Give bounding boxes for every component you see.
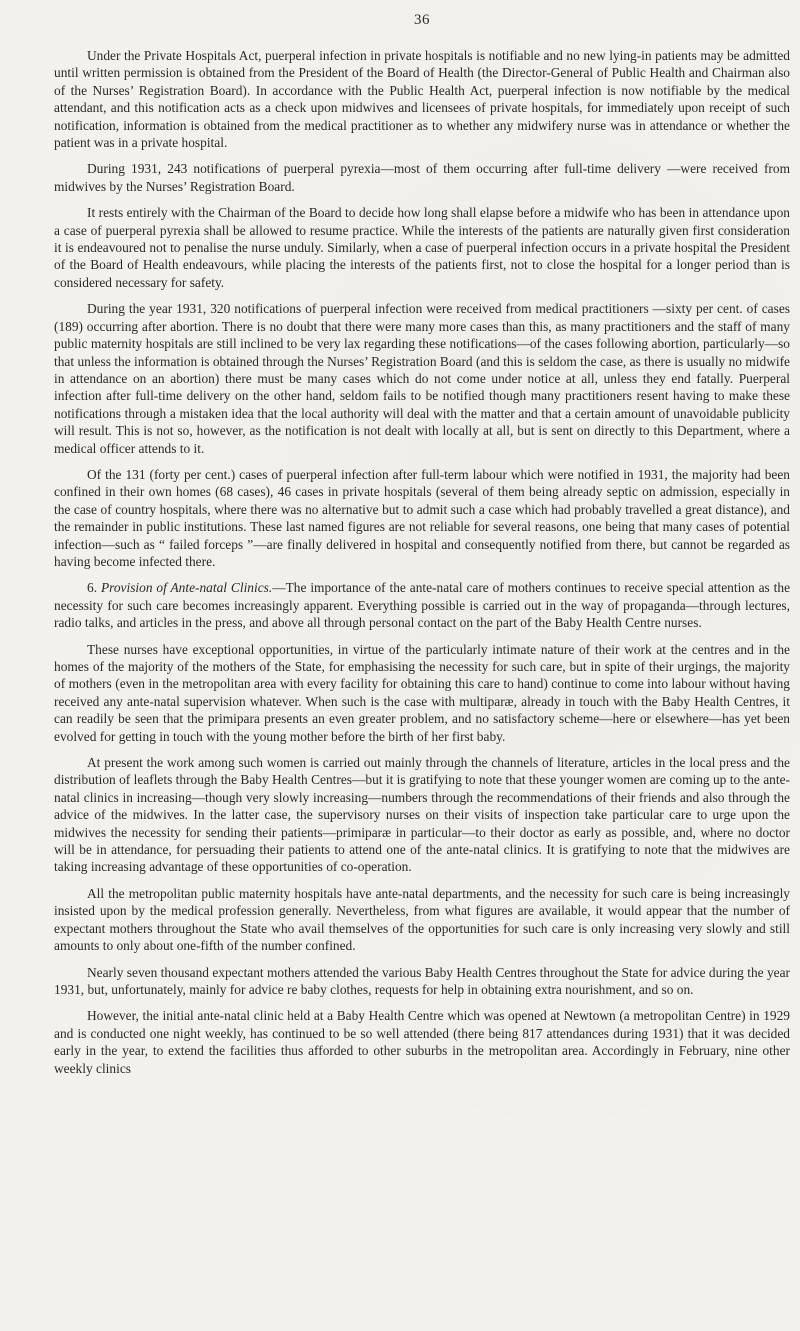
paragraph-newtown-clinic: However, the initial ante-natal clinic held at a Baby Health Centre which was opened at Newtown (a metropolitan Centre) in 1929 and is conducted one night weekly, has continued to be so well attended (there being 817 attendances during 1931) that it was decided early in the year, to extend the facilities thus afforded to other suburbs in the metropolitan area. Accordingly in February, nine other weekly clinics [54, 1008, 790, 1076]
paragraph-medical-practitioners: During the year 1931, 320 notifications of puerperal infection were received from medical practitioners —sixty per cent. of cases (189) occurring after abortion. There is no doubt that there were many more cases than this, as many practitioners and the staff of many public maternity hospitals are still inclined to be very lax regarding these notifications—of the cases following abortion, particularly—so that unless the information is obtained through the Nurses’ Registration Board (and this is seldom the case, as there is usually no midwife in attendance on an abortion) there must be many cases which do not come under notice at all, unless they end fatally. Puerperal infection after full-time delivery on the other hand, seldom fails to be notified though many practitioners resent having to make these notifications through a mistaken idea that the local authority will deal with the matter and that a certain amount of unavoidable publicity will result. This is not so, however, as the notification is not dealt with locally at all, but is sent on directly to this Department, where a medical officer attends to it. [54, 301, 790, 456]
paragraph-notifications-1931: During 1931, 243 notifications of puerperal pyrexia—most of them occurring after full-time delivery —were received from midwives by the Nurses’ Registration Board. [54, 161, 790, 194]
section-number: 6. [87, 580, 101, 596]
section-body: —The importance of the ante-natal care of mothers continues to receive special attention as the necessity for such care becomes increasingly apparent. Everything possible is carried out in the way of propaganda—through lectures, radio talks, and articles in the press, and above all through personal contact on the part of the Baby Health Centre nurses. [54, 580, 791, 631]
paragraph-chairman-decision: It rests entirely with the Chairman of the Board to decide how long shall elapse before a midwife who has been in attendance upon a case of puerperal pyrexia shall be allowed to resume practice. While the interests of the patients are naturally given first consideration it is endeavoured not to penalise the nurse unduly. Similarly, when a case of puerperal infection occurs in a private hospital the President of the Board of Health endeavours, while placing the interests of the patients first, not to close the hospital for a longer period than is considered necessary for safety. [54, 205, 790, 290]
paragraph-private-hospitals-act: Under the Private Hospitals Act, puerperal infection in private hospitals is notifiable and no new lying-in patients may be admitted until written permission is obtained from the President of the Board of Health (the Director-General of Public Health and Chairman also of the Nurses’ Registration Board). In accordance with the Public Health Act, puerperal infection is now notifiable by the medical attendant, and this notification acts as a check upon midwives and licensees of private hospitals, for immediately upon receipt of such notification, information is obtained from the medical practitioner as to whether any midwifery nurse was in attendance or whether the patient was in a private hospital. [54, 48, 790, 151]
paragraph-seven-thousand: Nearly seven thousand expectant mothers attended the various Baby Health Centres throughout the State for advice during the year 1931, but, unfortunately, mainly for advice re baby clothes, requests for help in obtaining extra nourishment, and so on. [54, 964, 790, 997]
paragraph-present-work: At present the work among such women is carried out mainly through the channels of literature, articles in the local press and the distribution of leaflets through the Baby Health Centres—but it is gratifying to note that these younger women are coming up to the ante-natal clinics in increasing—though very slowly increasing—numbers through the recommendations of their friends and also through the advice of the midwives. In the latter case, the supervisory nurses on their visits of inspection take particular care to urge upon the midwives the necessity for sending their patients—primiparæ in particular—to their doctor as early as possible, and, where no doctor will be in attendance, for persuading their patients to attend one of the ante-natal clinics. It is gratifying to note that the midwives are taking increasing advantage of these opportunities of co-operation. [54, 755, 790, 875]
paragraph-maternity-hospitals: All the metropolitan public maternity hospitals have ante-natal departments, and the necessity for such care is being increasingly insisted upon by the medical profession generally. Nevertheless, from what figures are available, it would appear that the number of expectant mothers throughout the State who avail themselves of the opportunities for such care is only increasing very slowly and still amounts to only about one-fifth of the number confined. [54, 885, 790, 954]
paragraph-full-term-labour: Of the 131 (forty per cent.) cases of puerperal infection after full-term labour which were notified in 1931, the majority had been confined in their own homes (68 cases), 46 cases in private hospitals (several of them being already septic on admission, especially in the case of country hospitals, where there was no alternative but to admit such a case which had probably travelled a great distance), and the remainder in public institutions. These last named figures are not reliable for several reasons, one being that many cases of potential infection—such as “ failed forceps ”—are finally delivered in hospital and consequently notified from there, but cannot be regarded as having become infected there. [54, 466, 790, 569]
section-heading: Provision of Ante-natal Clinics. [100, 580, 273, 596]
paragraph-nurses-opportunities: These nurses have exceptional opportunities, in virtue of the particularly intimate nature of their work at the centres and in the homes of the majority of the mothers of the State, for emphasising the necessity for such care, but in spite of their urgings, the majority of mothers (even in the metropolitan area with every facility for obtaining this care to hand) continue to come into labour without having received any ante-natal supervision whatever. When such is the case with multiparæ, already in touch with the Baby Health Centres, it can readily be seen that the primipara presents an even greater problem, and no satisfactory scheme—here or elsewhere—has yet been evolved for getting in touch with the young mother before the birth of her first baby. [54, 641, 790, 744]
section-antenatal-clinics [54, 579, 790, 631]
page-number: 36 [414, 12, 430, 28]
